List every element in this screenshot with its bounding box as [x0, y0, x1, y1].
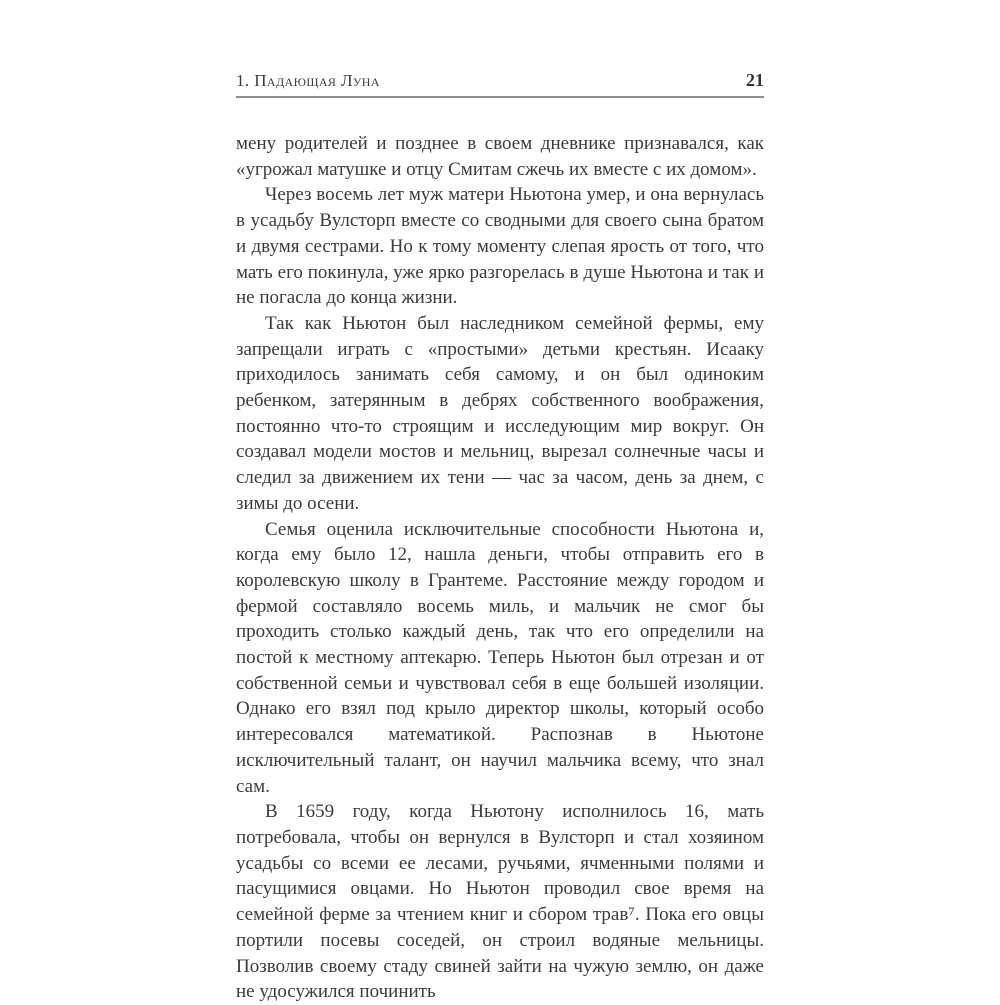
- body-text: [236, 131, 764, 1005]
- paragraph: мену родителей и позднее в своем дневнике признавался, как «угрожал матушке и отцу Смитам сжечь их вместе с их домом».: [236, 133, 764, 180]
- page-number: 21: [746, 70, 764, 90]
- running-header: [236, 70, 764, 98]
- book-page: [236, 0, 764, 1005]
- paragraph: Через восемь лет муж матери Ньютона умер, и она вернулась в усадьбу Вулсторп вместе со сводными для своего сына братом и двумя сестрами. Но к тому моменту слепая ярость от того, что мать его покинула, уже ярко разгорелась в душе Ньютона и так и не погасла до конца жизни.: [236, 184, 764, 309]
- paragraph: В 1659 году, когда Ньютону исполнилось 16, мать потребовала, чтобы он вернулся в Вулсторп и стал хозяином усадьбы со всеми ее лесами, ручьями, ячменными полями и пасущимися овцами. Но Ньютон проводил свое время на семейной ферме за чтением книг и сбором трав⁷. Пока его овцы портили посевы соседей, он строил водяные мельницы. Позволив своему стаду свиней зайти на чужую землю, он даже не удосужился починить: [236, 801, 764, 1003]
- chapter-title: 1. Падающая Луна: [236, 71, 380, 90]
- paragraph: Так как Ньютон был наследником семейной фермы, ему запрещали играть с «простыми» детьми крестьян. Исааку приходилось занимать себя самому, и он был одиноким ребенком, затерянным в дебрях собственного воображения, постоянно что-то строящим и исследующим мир вокруг. Он создавал модели мостов и мельниц, вырезал солнечные часы и следил за движением их тени — час за часом, день за днем, с зимы до осени.: [236, 312, 764, 514]
- paragraph: Семья оценила исключительные способности Ньютона и, когда ему было 12, нашла деньги, чтобы отправить его в королевскую школу в Грантеме. Расстояние между городом и фермой составляло восемь миль, и мальчик не смог бы проходить столько каждый день, так что его определили на постой к местному аптекарю. Теперь Ньютон был отрезан и от собственной семьи и чувствовал себя в еще большей изоляции. Однако его взял под крыло директор школы, который особо интересовался математикой. Распознав в Ньютоне исключительный талант, он научил мальчика всему, что знал сам.: [236, 518, 764, 797]
